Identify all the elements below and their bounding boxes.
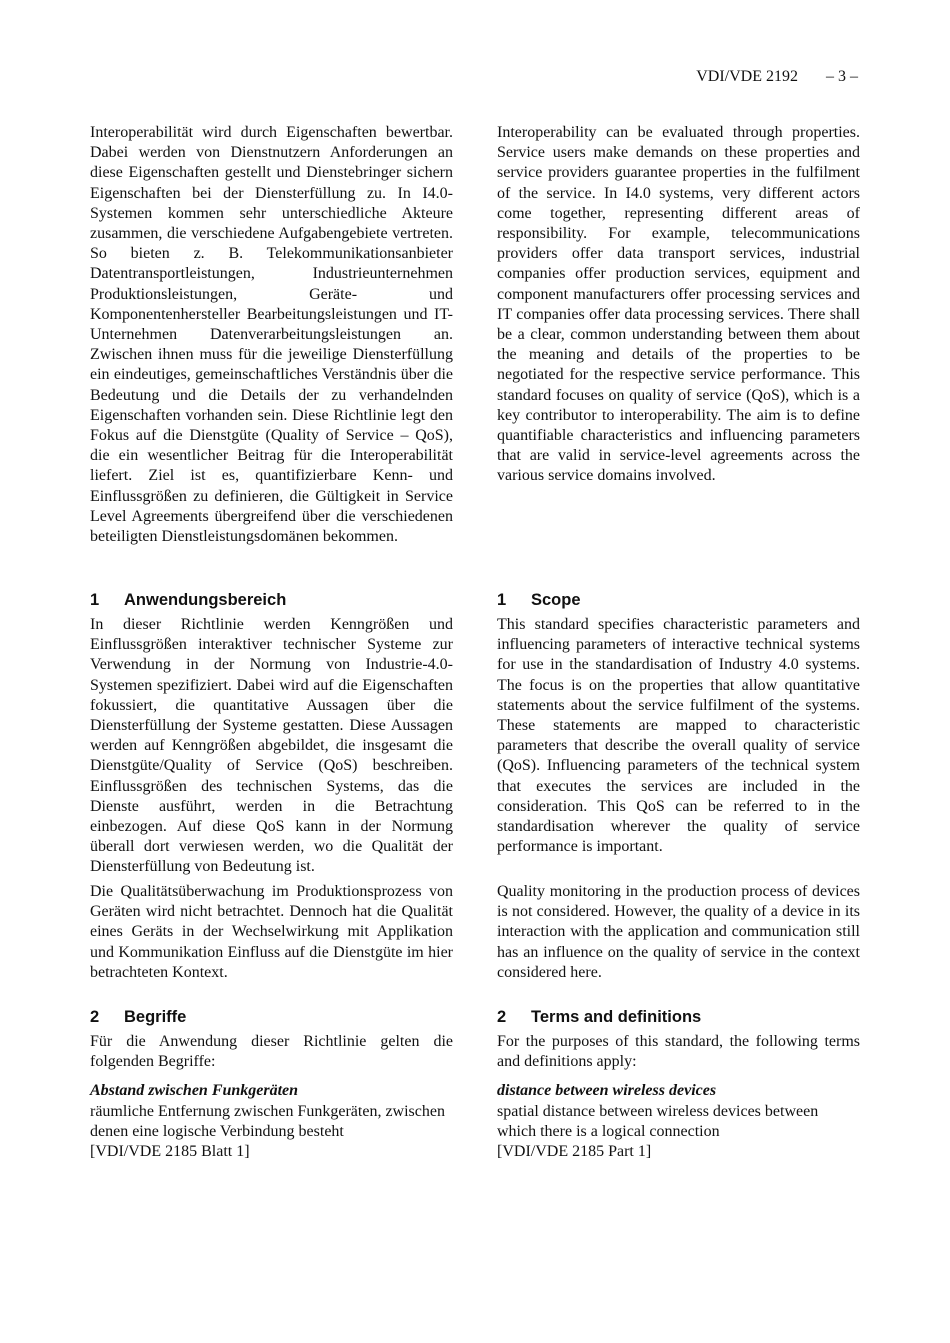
section-1-heading-de xyxy=(90,590,286,610)
page-header xyxy=(696,68,858,86)
intro-paragraph-de: Interoperabilität wird durch Eigenschaften bewertbar. Dabei werden von Dienstnutzern Anforderungen an diese Eigenschaften gestellt und Dienstebringer sichern Eigenschaften bei der Diensterfüllung zu. In I4.0-Systemen kommen sehr unterschiedliche Akteure zusammen, die verschiedene Aufgabengebiete vertreten. So bieten z. B. Telekommunikationsanbieter Datentransportleistungen, Industrieunternehmen Produktionsleistungen, Geräte- und Komponentenhersteller Bearbeitungsleistungen und IT-Unternehmen Datenverarbeitungsleistungen an. Zwischen ihnen muss für die jeweilige Diensterfüllung ein eindeutiges, gemeinschaftliches Verständnis über die Bedeutung und die Details der zu verhandelnden Eigenschaften vorhanden sein. Diese Richtlinie legt den Fokus auf die Dienstgüte (Quality of Service – QoS), die ein wesentlicher Beitrag für die Interoperabilität liefert. Ziel ist es, quantifizierbare Kenn- und Einflussgrößen zu definieren, die Gültigkeit in Service Level Agreements übergreifend über die verschiedenen beteiligten Dienstleistungsdomänen bekommen. xyxy=(90,124,453,546)
section-1-number-de: 1 xyxy=(90,591,100,609)
source-en: [VDI/VDE 2185 Part 1] xyxy=(497,1143,652,1160)
section-2-title-de: Begriffe xyxy=(124,1008,187,1026)
page-number: – 3 – xyxy=(826,68,858,85)
source-de: [VDI/VDE 2185 Blatt 1] xyxy=(90,1143,250,1160)
section-2-number-en: 2 xyxy=(497,1008,507,1026)
term-en: distance between wireless devices xyxy=(497,1082,717,1099)
section-2-title-en: Terms and definitions xyxy=(531,1008,702,1026)
section-2-heading-en xyxy=(497,1007,701,1027)
section-2-heading-de xyxy=(90,1007,186,1027)
section-1-paragraph-1-en: This standard specifies characteristic parameters and influencing parameters of interactive technical systems for use in the standardisation of Industry 4.0 systems. The focus is on the properties that allow quantitative statements about the service fulfilment of the systems. These statements are mapped to characteristic parameters that describe the overall quality of service (QoS). Influencing parameters of the technical system that executes the services are included in the consideration. This QoS can be referred to in the standardisation wherever the quality of service performance is important. xyxy=(497,616,860,856)
definition-de: räumliche Entfernung zwischen Funkgeräten, zwischen denen eine logische Verbindung besteht xyxy=(90,1103,445,1141)
section-1-number-en: 1 xyxy=(497,591,507,609)
section-2-paragraph-en: For the purposes of this standard, the following terms and definitions apply: xyxy=(497,1033,860,1071)
term-de: Abstand zwischen Funkgeräten xyxy=(90,1082,299,1099)
section-2-number-de: 2 xyxy=(90,1008,100,1026)
section-1-paragraph-1-de: In dieser Richtlinie werden Kenngrößen und Einflussgrößen interaktiver technischer Systeme zur Verwendung in der Normung von Industrie-4.0-Systemen spezifiziert. Dabei wird auf die Eigenschaften fokussiert, die quantitative Aussagen über die Diensterfüllung der Systeme gestatten. Diese Aussagen werden auf Kenngrößen abgebildet, die insgesamt die Dienstgüte/Quality of Service (QoS) beschreiben. Einflussgrößen des technischen Systems, das die Dienste ausführt, werden in die Betrachtung einbezogen. Auf diese QoS kann in der Normung überall dort verwiesen werden, wo die Qualität der Diensterfüllung von Bedeutung ist. xyxy=(90,616,453,876)
document-id: VDI/VDE 2192 xyxy=(696,68,798,85)
definition-en: spatial distance between wireless devices between which there is a logical connection xyxy=(497,1103,819,1141)
section-1-heading-en xyxy=(497,590,581,610)
section-1-paragraph-2-en: Quality monitoring in the production process of devices is not considered. However, the quality of a device in its interaction with the application and communication still has an influence on the quality of service in the context considered here. xyxy=(497,883,860,981)
section-1-paragraph-2-de: Die Qualitätsüberwachung im Produktionsprozess von Geräten wird nicht betrachtet. Dennoch hat die Qualität eines Geräts in der Wechselwirkung mit Applikation und Kommunikation Einfluss auf die Dienstgüte im hier betrachteten Kontext. xyxy=(90,883,453,981)
section-1-title-de: Anwendungsbereich xyxy=(124,591,287,609)
intro-paragraph-en: Interoperability can be evaluated through properties. Service users make demands on these properties and service providers guarantee properties in the fulfilment of the service. In I4.0 systems, very different actors come together, representing different areas of responsibility. For example, telecommunications providers offer data transport services, industrial companies offer production services, equipment and component manufacturers offer processing services and IT companies offer data processing services. There shall be a clear, common understanding between them about the meaning and details of the properties to be negotiated for the respective service performance. This standard focuses on quality of service (QoS), which is a key contributor to interoperability. The aim is to define quantifiable characteristics and influencing parameters that are valid in service-level agreements across the various service domains involved. xyxy=(497,124,860,485)
section-1-title-en: Scope xyxy=(531,591,581,609)
section-2-paragraph-de: Für die Anwendung dieser Richtlinie gelten die folgenden Begriffe: xyxy=(90,1033,453,1071)
